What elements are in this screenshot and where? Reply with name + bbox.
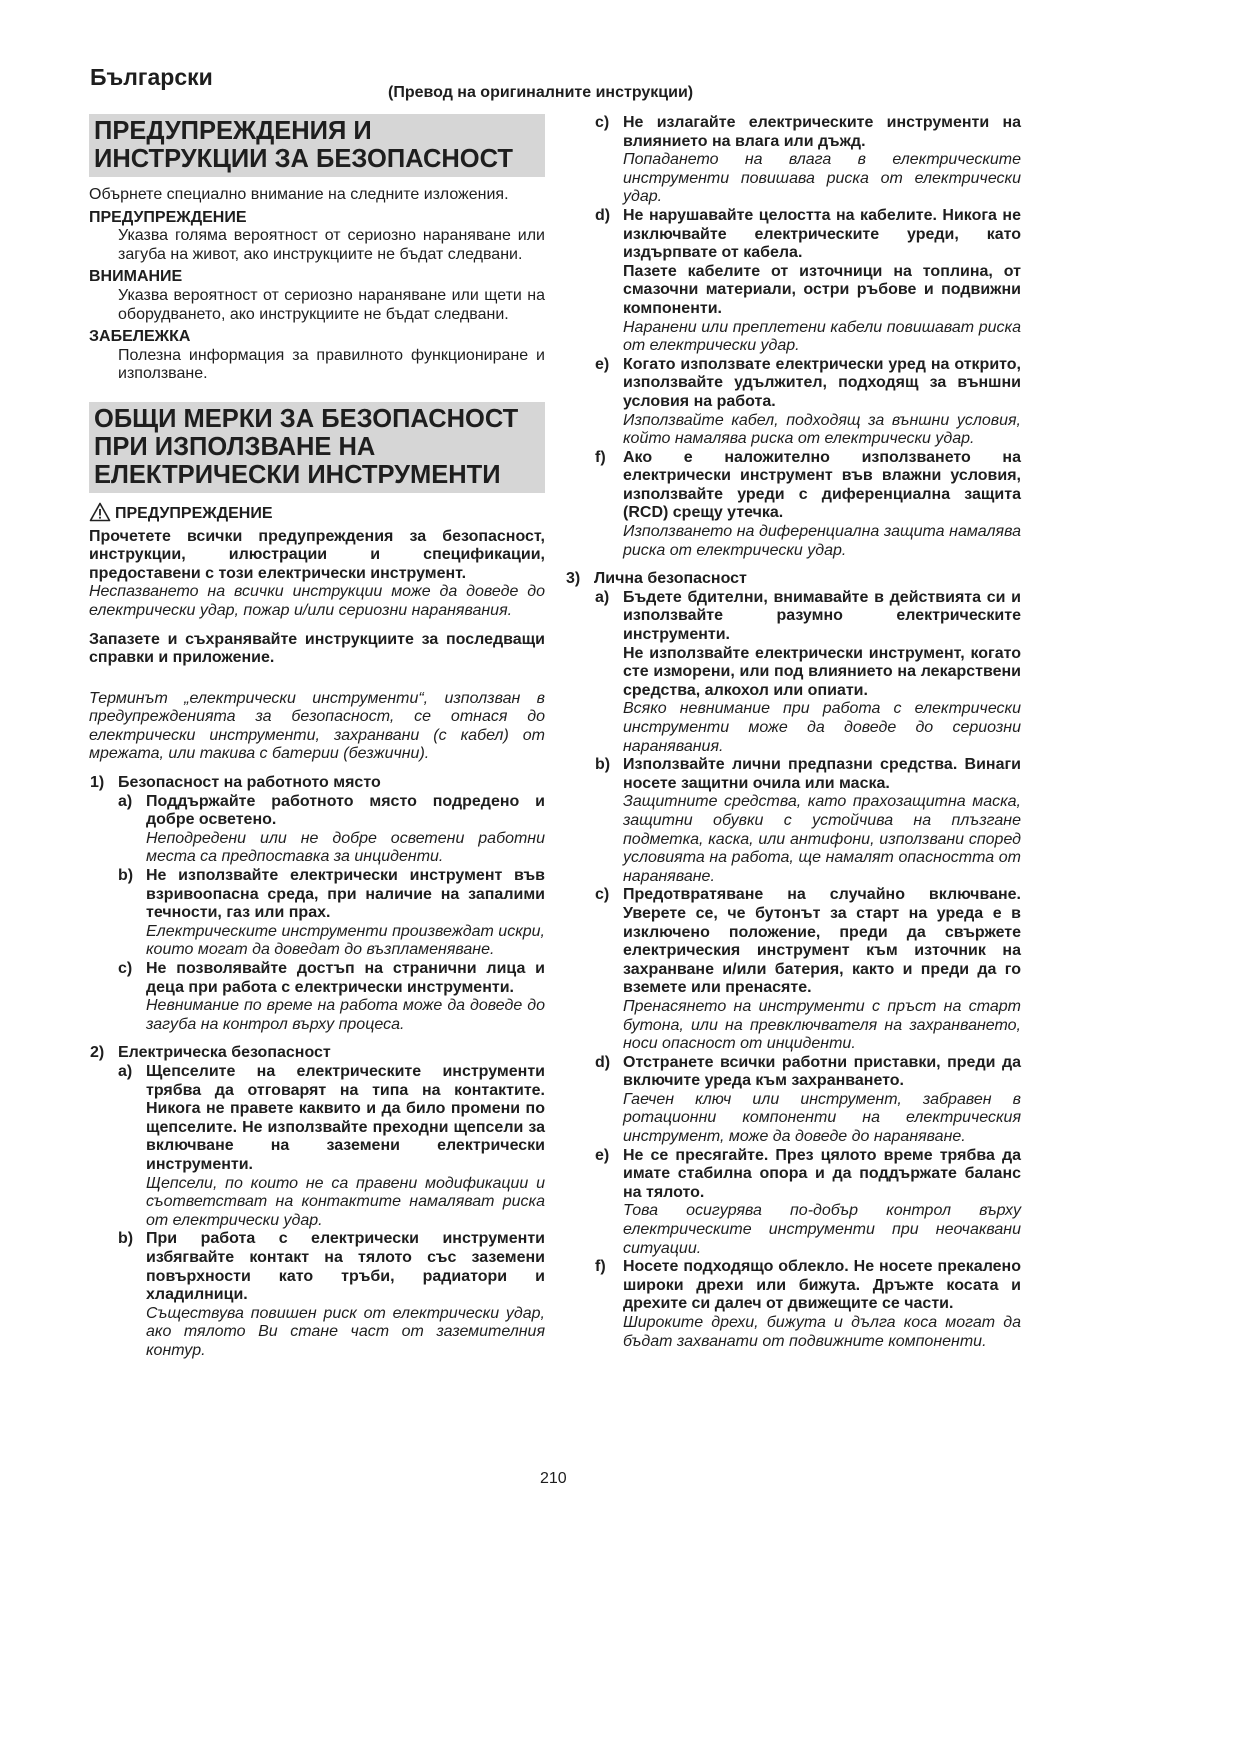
section-heading xyxy=(89,114,545,177)
section-heading-line: ПРИ ИЗПОЛЗВАНЕ НА xyxy=(94,432,376,461)
list-marker: 2) xyxy=(90,1044,105,1062)
explanation-text xyxy=(146,1175,545,1231)
explanation-text xyxy=(623,998,1021,1054)
list-marker: c) xyxy=(595,114,610,131)
paragraph-text: Пренасянето на инструменти с пръст на старт бутона, или на превключвателя на захранването, носи опасност от инциденти. xyxy=(623,997,1021,1053)
paragraph-text: Защитните средства, като прахозащитна маска, защитни обувки с устойчива на плъзгане подметка, каска, или антифони, използвани според условията на работа, ще намалят опасността от нараняване. xyxy=(623,793,1021,885)
list-item-text: Когато използвате електрически уред на открито, използвайте удължител, подходящ за външни условия на работа. xyxy=(623,355,1021,410)
explanation-text xyxy=(623,1314,1021,1351)
explanation-text xyxy=(146,997,545,1034)
list-marker: b) xyxy=(595,756,611,774)
list-item xyxy=(118,1062,545,1175)
instruction-text xyxy=(89,528,545,584)
list-item xyxy=(118,867,545,923)
explanation-text xyxy=(623,319,1021,356)
list-marker: a) xyxy=(118,792,133,810)
explanation-text xyxy=(146,1305,545,1361)
list-item xyxy=(118,1230,545,1304)
page-number: 210 xyxy=(540,1470,567,1487)
list-item xyxy=(595,114,1021,151)
list-marker: c) xyxy=(118,960,133,977)
list-item-text: Не позволявайте достъп на странични лица и деца при работа с електрически инструменти. xyxy=(146,960,545,996)
list-marker: c) xyxy=(595,886,610,904)
list-item-text: Бъдете бдителни, внимавайте в действията си и използвайте разумно електрическите инструменти. xyxy=(623,588,1021,644)
list-marker: 1) xyxy=(90,774,105,792)
paragraph-text: Полезна информация за правилното функциониране и използване. xyxy=(118,346,545,383)
list-item-text: Не излагайте електрическите инструменти на влиянието на влага или дъжд. xyxy=(623,114,1021,150)
paragraph-text: Използвайте кабел, подходящ за външни условия, който намалява риска от електрически удар. xyxy=(623,411,1021,448)
notice-label xyxy=(89,328,545,347)
paragraph-text: Терминът „електрически инструменти“, използван в предупрежденията за безопасност, се отнася до електрически инструменти, захранвани (с кабел) от мрежата, или такива с батерии (безжични). xyxy=(89,689,545,763)
list-marker: d) xyxy=(595,206,611,224)
list-item xyxy=(595,206,1021,263)
section-heading-line: ЕЛЕКТРИЧЕСКИ ИНСТРУМЕНТИ xyxy=(94,460,501,489)
paragraph-text: ЗАБЕЛЕЖКА xyxy=(89,328,191,346)
explanation-text xyxy=(623,1202,1021,1258)
list-item xyxy=(118,960,545,997)
explanation-text xyxy=(623,523,1021,560)
list-item-text: Не се пресягайте. През цялото време трябва да имате стабилна опора и да поддържате баланс на тялото. xyxy=(623,1146,1021,1201)
paragraph-text: ВНИМАНИЕ xyxy=(89,268,183,286)
list-item xyxy=(595,1146,1021,1203)
explanation-text xyxy=(89,690,545,764)
paragraph-text: Не използвайте електрически инструмент, когато сте изморени, или под влиянието на лекарствени средства, алкохол или опиати. xyxy=(623,644,1021,699)
instruction-text xyxy=(89,631,545,668)
list-item xyxy=(595,448,1021,523)
instruction-text xyxy=(118,347,545,384)
paragraph-text: Това осигурява по-добър контрол върху електрическите инструменти при неочаквани ситуации. xyxy=(623,1202,1021,1257)
paragraph-text: ПРЕДУПРЕЖДЕНИЕ xyxy=(89,208,247,226)
paragraph-text: Неспазването на всички инструкции може да доведе до електрически удар, пожар и/или сериозни наранявания. xyxy=(89,583,545,619)
paragraph-text: Всяко невнимание при работа с електрически инструменти може да доведе до сериозни наранявания. xyxy=(623,700,1021,755)
right-column xyxy=(566,114,1021,1351)
explanation-text xyxy=(623,700,1021,756)
explanation-text xyxy=(623,412,1021,449)
list-marker: e) xyxy=(595,355,610,373)
paragraph-text: Използването на диференциална защита намалява риска от електрически удар. xyxy=(623,523,1021,559)
instruction-text xyxy=(623,263,1021,319)
list-item-text: Безопасност на работното място xyxy=(118,774,381,792)
list-item xyxy=(566,570,1021,589)
list-marker: d) xyxy=(595,1053,611,1071)
list-item xyxy=(595,886,1021,998)
paragraph-text: Указва вероятност от сериозно нараняване или щети на оборудването, ако инструкциите не бъдат следвани. xyxy=(118,286,545,323)
list-item xyxy=(595,588,1021,645)
explanation-text xyxy=(146,923,545,960)
paragraph-text: Неподредени или не добре осветени работни места са предпоставка за инциденти. xyxy=(146,829,545,866)
list-item xyxy=(595,1258,1021,1314)
list-marker: a) xyxy=(118,1062,133,1080)
list-item-text: Ако е наложително използването на електрически инструмент във влажни условия, използвайте уреди с диференциална защита (RCD) срещу утечка. xyxy=(623,448,1021,522)
paragraph-text: Наранени или преплетени кабели повишават риска от електрически удар. xyxy=(623,318,1021,355)
list-marker: b) xyxy=(118,867,134,885)
list-item-text: Електрическа безопасност xyxy=(118,1044,331,1062)
explanation-text xyxy=(146,830,545,867)
list-item xyxy=(595,756,1021,793)
list-item-text: При работа с електрически инструменти избягвайте контакт на тялото със заземени повърхности като тръби, радиатори и хладилници. xyxy=(146,1230,545,1304)
explanation-text xyxy=(89,583,545,620)
list-item-text: Предотвратяване на случайно включване. Уверете се, че бутонът за старт на уреда е в изключено положение, преди да свържете електрическия инструмент към източник на захранване и/или батерия, както и преди да го вземете или пренасяте. xyxy=(623,886,1021,997)
translation-subtitle: (Превод на оригиналните инструкции) xyxy=(388,84,694,101)
paragraph-text: Обърнете специално внимание на следните изложения. xyxy=(89,186,509,203)
explanation-text xyxy=(623,793,1021,886)
instruction-text xyxy=(623,645,1021,701)
list-marker: f) xyxy=(595,1258,606,1276)
warning-heading xyxy=(89,502,545,528)
paragraph-text: Електрическите инструменти произвеждат искри, които могат да доведат до възпламеняване. xyxy=(146,922,545,959)
list-marker: e) xyxy=(595,1146,610,1164)
list-item xyxy=(595,1053,1021,1091)
list-item-text: Поддържайте работното място подредено и добре осветено. xyxy=(146,792,545,829)
paragraph-text: Прочетете всички предупреждения за безопасност, инструкции, илюстрации и спецификации, предоставени с този електрически инструмент. xyxy=(89,527,545,582)
list-item xyxy=(118,792,545,830)
section-heading-line: ИНСТРУКЦИИ ЗА БЕЗОПАСНОСТ xyxy=(94,145,513,173)
notice-label xyxy=(89,209,545,228)
list-item-text: Лична безопасност xyxy=(594,570,747,588)
section-heading xyxy=(89,402,545,493)
paragraph-text: Пазете кабелите от източници на топлина, от смазочни материали, остри ръбове и подвижни компоненти. xyxy=(623,262,1021,317)
list-item-text: Носете подходящо облекло. Не носете прекалено широки дрехи или бижута. Дръжте косата и дрехите си далеч от движещите се части. xyxy=(623,1258,1021,1313)
list-marker: a) xyxy=(595,588,610,606)
instruction-text xyxy=(89,186,545,205)
paragraph-text: Гаечен ключ или инструмент, забравен в ротационни компоненти на електрическия инструмент, може да доведе до нараняване. xyxy=(623,1090,1021,1146)
list-item-text: Щепселите на електрическите инструменти трябва да отговарят на типа на контактите. Никога не правете каквито и да било промени по щепселите. Не използвайте преходни щепсели за включване на заземени електрически инструменти. xyxy=(146,1062,545,1173)
list-marker: 3) xyxy=(566,570,581,588)
list-item-text: Не нарушавайте целостта на кабелите. Никога не изключвайте електрическите уреди, като издърпвате от кабела. xyxy=(623,206,1021,262)
explanation-text xyxy=(623,1091,1021,1147)
paragraph-text: Запазете и съхранявайте инструкциите за последващи справки и приложение. xyxy=(89,630,545,667)
paragraph-text: Съществува повишен риск от електрически удар, ако тялото Ви стане част от заземителния контур. xyxy=(146,1304,545,1359)
warning-label: ПРЕДУПРЕЖДЕНИЕ xyxy=(115,505,273,523)
instruction-text xyxy=(118,227,545,264)
paragraph-text: Невнимание по време на работа може да доведе до загуба на контрол върху процеса. xyxy=(146,997,545,1033)
warning-triangle-icon xyxy=(89,502,111,528)
list-item xyxy=(90,774,545,793)
notice-label xyxy=(89,268,545,287)
list-marker: b) xyxy=(118,1230,134,1248)
language-title: Български xyxy=(90,64,213,90)
left-column xyxy=(89,114,545,1360)
paragraph-text: Широките дрехи, бижута и дълга коса могат да бъдат захванати от подвижните компоненти. xyxy=(623,1314,1021,1350)
list-item xyxy=(595,355,1021,412)
section-heading-line: ОБЩИ МЕРКИ ЗА БЕЗОПАСНОСТ xyxy=(94,404,519,433)
list-item-text: Отстранете всички работни приставки, преди да включите уреда към захранването. xyxy=(623,1053,1021,1090)
explanation-text xyxy=(623,151,1021,207)
section-heading-line: ПРЕДУПРЕЖДЕНИЯ И xyxy=(94,117,372,145)
instruction-text xyxy=(118,287,545,324)
list-item-text: Не използвайте електрически инструмент във взривоопасна среда, при наличие на запалими течности, газ или прах. xyxy=(146,867,545,922)
paragraph-text: Щепсели, по които не са правени модификации и съответстват на контактите намаляват риска от електрически удар. xyxy=(146,1174,545,1229)
paragraph-text: Попадането на влага в електрическите инструменти повишава риска от електрически удар. xyxy=(623,151,1021,206)
paragraph-text: Указва голяма вероятност от сериозно нараняване или загуба на живот, ако инструкциите не бъдат следвани. xyxy=(118,227,545,263)
list-item xyxy=(90,1044,545,1063)
list-item-text: Използвайте лични предпазни средства. Винаги носете защитни очила или маска. xyxy=(623,756,1021,792)
list-marker: f) xyxy=(595,448,606,466)
